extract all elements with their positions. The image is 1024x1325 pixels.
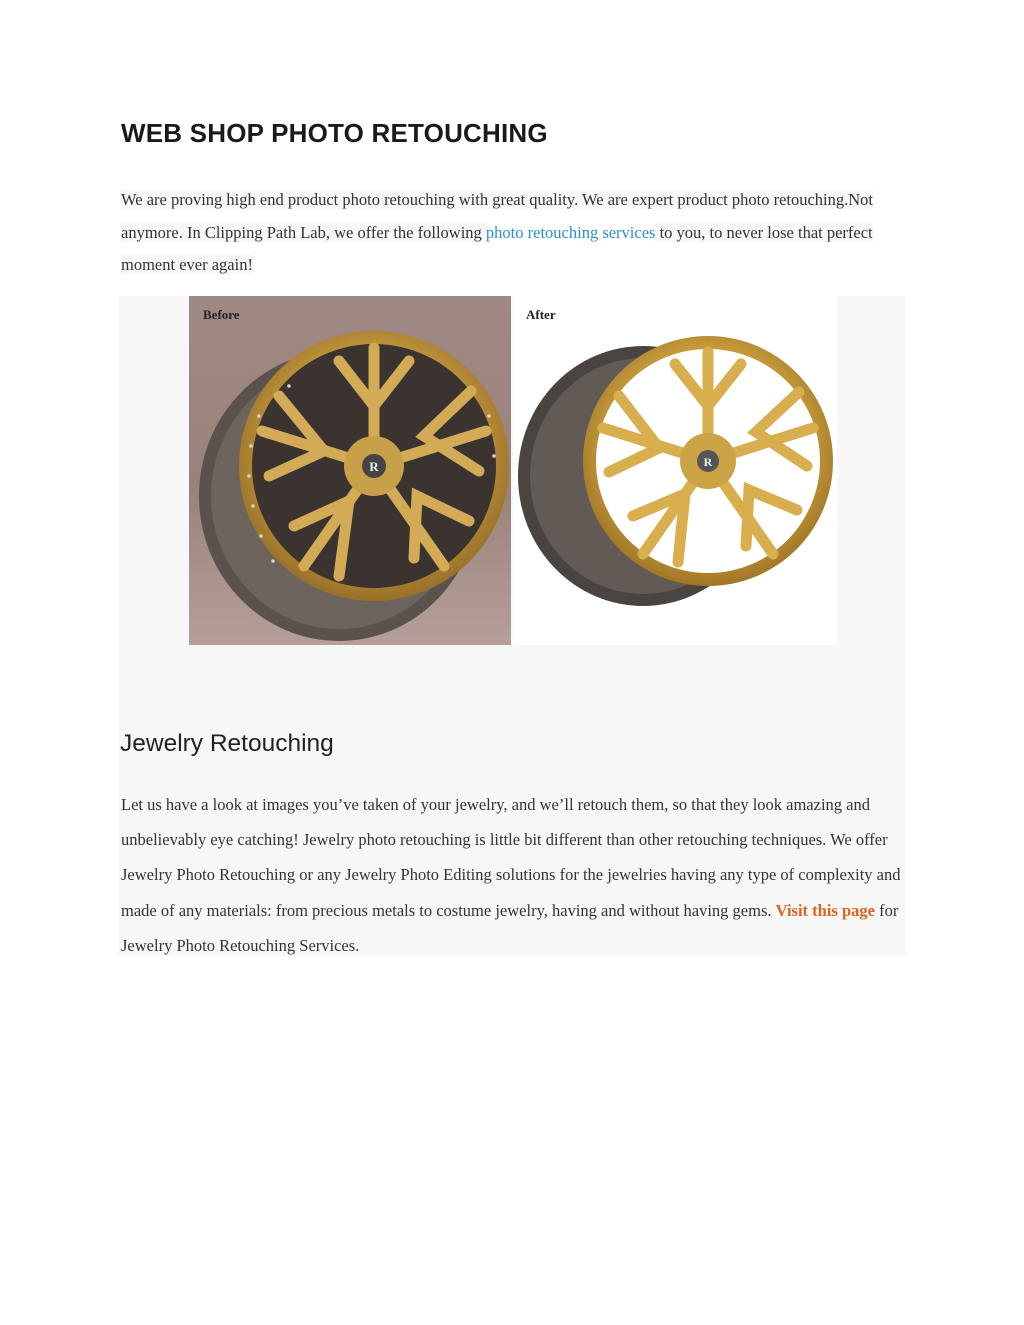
svg-text:R: R	[369, 459, 379, 474]
before-label: Before	[203, 307, 240, 322]
jewelry-text-1: Let us have a look at images you’ve taken of your jewelry, and we’ll retouch them, so that they look amazing and unbelievably eye catching! Jewelry photo retouching is little bit different than other retouching techniques. We offer Jewelry Photo Retouching or any Jewelry Photo Editing solutions for the jewelries having any type of complexity and made of any materials: from precious metals to costume jewelry, having and without having gems.	[121, 795, 901, 920]
jewelry-paragraph	[121, 787, 901, 963]
before-image	[189, 296, 511, 645]
after-image	[513, 296, 837, 645]
page-title: WEB SHOP PHOTO RETOUCHING	[121, 118, 548, 148]
after-label: After	[526, 307, 556, 322]
gold-wheel-after-icon	[513, 296, 837, 645]
gold-wheel-before-icon	[189, 296, 511, 645]
intro-paragraph	[121, 184, 911, 282]
intro-text-1: We are proving high end product photo retouching with great quality. We are expert product photo retouching.Not anymore. In Clipping Path Lab, we offer the following	[121, 190, 874, 242]
visit-this-page-link[interactable]: Visit this page	[775, 900, 875, 920]
photo-retouching-services-link[interactable]: photo retouching services	[485, 222, 656, 242]
section-heading-jewelry: Jewelry Retouching	[120, 730, 334, 757]
intro-text-2: to you, to never lose that perfect moment ever again!	[121, 222, 873, 274]
jewelry-text-2: for Jewelry Photo Retouching Services.	[121, 900, 899, 955]
svg-text:R: R	[703, 455, 713, 469]
